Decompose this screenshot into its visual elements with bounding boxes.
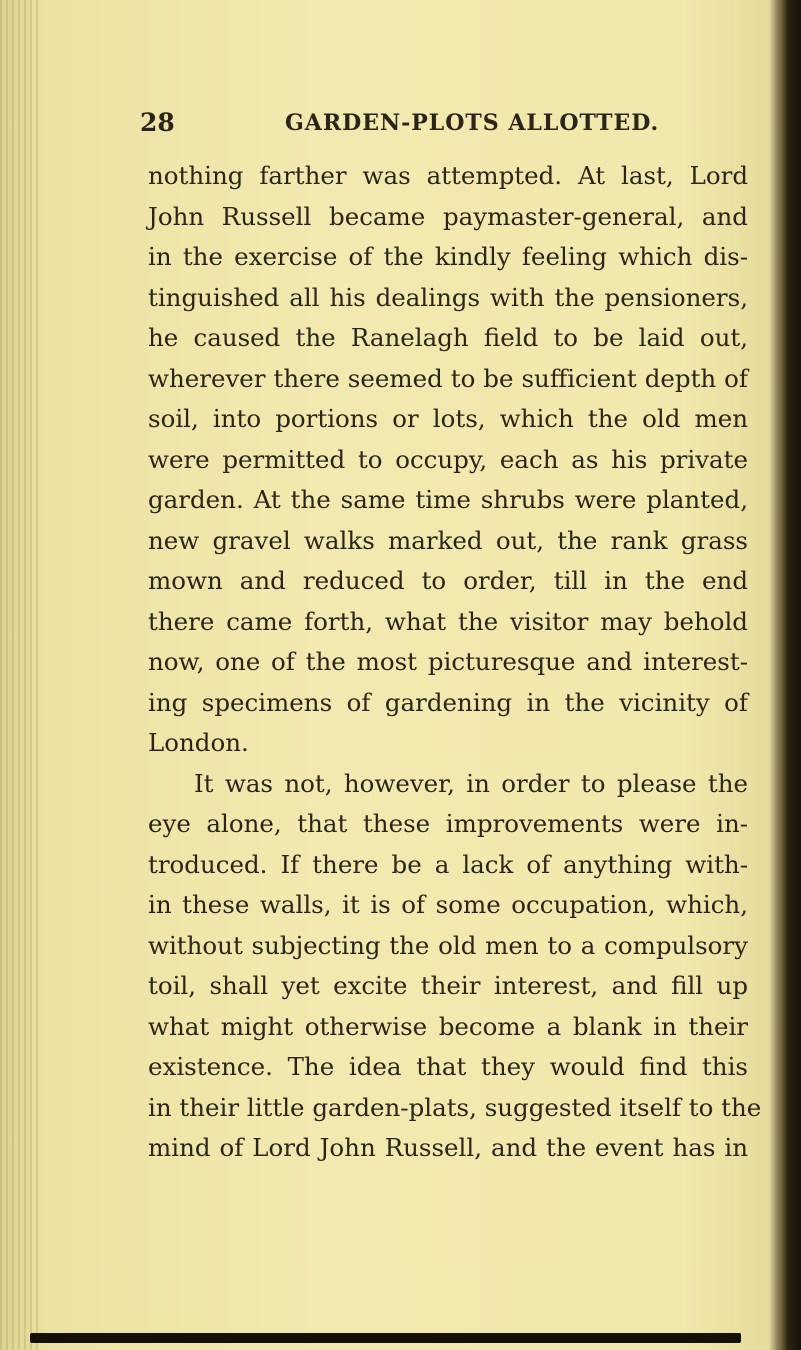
page-right-edge [779,0,801,1350]
text-line: there came forth, what the visitor may behold [148,606,748,636]
text-line: London. [148,728,249,757]
text-line: tinguished all his dealings with the pensioners, [148,282,748,312]
text-line: were permitted to occupy, each as his private [148,444,748,474]
page-bottom-edge [30,1333,741,1343]
text-line: wherever there seemed to be sufficient depth of [148,363,748,393]
text-line: without subjecting the old men to a compulsory [148,930,748,960]
text-line: It was not, however, in order to please the [194,768,748,798]
text-line: mown and reduced to order, till in the end [148,566,748,595]
body-text [148,156,762,1169]
text-line: existence. The idea that they would find this [148,1052,748,1081]
running-head: GARDEN-PLOTS ALLOTTED. [285,110,660,136]
text-line: mind of Lord John Russell, and the event has in [148,1133,748,1162]
text-line: toil, shall yet excite their interest, and fill up [148,971,748,1000]
text-line: in their little garden-plats, suggested itself to the [148,1092,762,1122]
text-line: he caused the Ranelagh field to be laid out, [148,323,748,352]
text-line: what might otherwise become a blank in their [148,1011,748,1041]
text-line: in these walls, it is of some occupation, which, [148,890,748,919]
text-line: eye alone, that these improvements were in- [148,809,748,838]
text-line: garden. At the same time shrubs were planted, [148,485,748,514]
page-header [140,108,700,148]
text-line: nothing farther was attempted. At last, Lord [148,161,748,190]
page-gutter-edge [0,0,42,1350]
text-line: ing specimens of gardening in the vicinity of [148,687,748,717]
text-line: troduced. If there be a lack of anything with- [148,849,748,879]
text-line: soil, into portions or lots, which the old men [148,404,748,433]
text-line: John Russell became paymaster-general, and [148,201,748,231]
page-number: 28 [140,108,175,137]
text-line: now, one of the most picturesque and interest- [148,647,748,676]
text-line: in the exercise of the kindly feeling which dis- [148,242,748,271]
text-line: new gravel walks marked out, the rank grass [148,525,748,555]
